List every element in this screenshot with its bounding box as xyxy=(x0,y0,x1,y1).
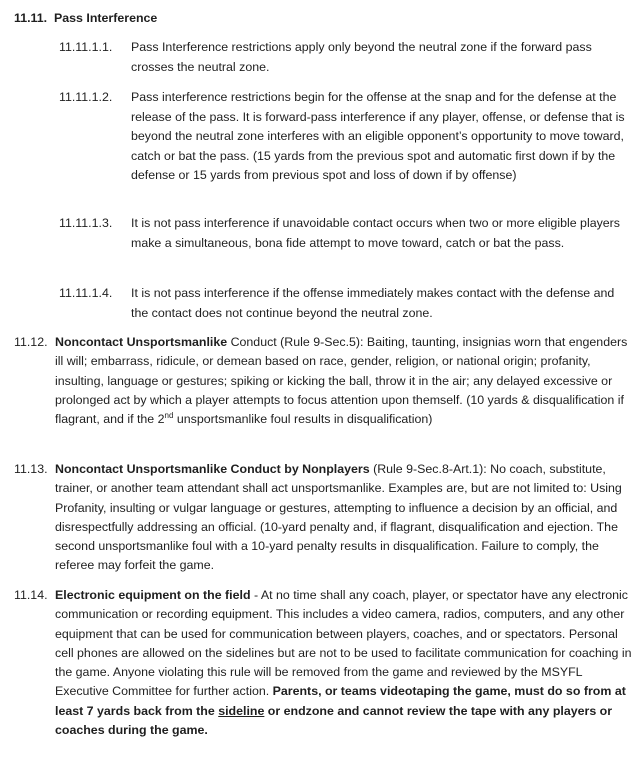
section-11-14 xyxy=(14,586,634,740)
subsection-text: Pass interference restrictions begin for the offense at the snap and for the defense at the release of the pass. It is forward-pass interference if any player, offense, or defense that is beyond the neutral zone interferes with an eligible opponent’s opportunity to move toward, catch or bat the pass. (15 yards from the previous spot and automatic first down if by the defense or 15 yards from previous spot and loss of down if by offense) xyxy=(131,90,625,182)
ordinal-superscript: nd xyxy=(164,411,174,421)
section-number: 11.11. xyxy=(14,11,48,25)
subsection-number: 11.11.1.4. xyxy=(59,286,113,300)
section-text xyxy=(55,586,634,740)
section-title: Pass Interference xyxy=(54,11,158,25)
subsection-number: 11.11.1.2. xyxy=(59,90,113,104)
section-bold-title: Electronic equipment on the field xyxy=(55,588,251,602)
section-bold-title: Noncontact Unsportsmanlike xyxy=(55,335,228,349)
section-text xyxy=(55,333,634,429)
subsection-11-11-1-1 xyxy=(59,38,629,77)
subsection-11-11-1-4 xyxy=(59,284,629,323)
section-body: - At no time shall any coach, player, or spectator have any electronic communication or recording equipment. This includes a video camera, radios, computers, and any other equipment that can be used for communication between players, coaches, and or spectators. Personal cell phones are allowed on the sidelines but are not to be used to facilitate communication for coaching in the game. Anyone violating this rule will be removed from the game and reviewed by the MSYFL Executive Committee for further action. xyxy=(55,588,632,699)
videotaping-rule-text: Parents, or teams videotaping the game, must do so from at least 7 yards back from the xyxy=(55,684,626,718)
videotaping-rule-end: or endzone and cannot review the tape with any players or coaches during the game. xyxy=(55,703,613,738)
subsection-text: Pass Interference restrictions apply only beyond the neutral zone if the forward pass crosses the neutral zone. xyxy=(131,40,592,74)
section-body: (Rule 9-Sec.8-Art.1): No coach, substitute, trainer, or another team attendant shall act unsportsmanlike. Examples are, but are not limited to: Using Profanity, insulting or vulgar language or gestures, attempting to influence a decision by an official, and disrespectfully addressing an official. (10-yard penalty and, if flagrant, disqualification and ejection. The second unsportsmanlike foul with a 10-yard penalty results in disqualification. Failure to comply, the referee may forfeit the game. xyxy=(55,462,622,573)
subsection-text: It is not pass interference if unavoidable contact occurs when two or more eligible players make a simultaneous, bona fide attempt to move toward, catch or bat the pass. xyxy=(131,216,620,250)
subsection-11-11-1-3 xyxy=(59,214,629,253)
subsection-text: It is not pass interference if the offense immediately makes contact with the defense and the contact does not continue beyond the neutral zone. xyxy=(131,286,615,320)
subsection-number: 11.11.1.3. xyxy=(59,216,113,230)
section-bold-title: Noncontact Unsportsmanlike Conduct by Nonplayers xyxy=(55,462,370,476)
section-11-12 xyxy=(14,333,634,429)
section-text xyxy=(55,460,634,576)
section-number: 11.12. xyxy=(14,335,48,349)
section-body-end: unsportsmanlike foul results in disqualification) xyxy=(173,412,433,427)
subsection-number: 11.11.1.1. xyxy=(59,40,113,54)
subsection-11-11-1-2 xyxy=(59,88,629,186)
section-number: 11.13. xyxy=(14,462,48,476)
section-number: 11.14. xyxy=(14,588,48,602)
section-heading xyxy=(14,9,157,28)
section-11-13 xyxy=(14,460,634,576)
section-body: Conduct (Rule 9-Sec.5): Baiting, taunting, insignias worn that engenders ill will; embarrass, ridicule, or demean based on race, gender, religion, or national origin; profanity, insulting, language or gestures; spiking or kicking the ball, throw it in the air; any delayed excessive or prolonged act by which a player attempts to focus attention upon themself. (10 yards & disqualification if flagrant, and if the 2 xyxy=(55,335,628,427)
sideline-underlined: sideline xyxy=(218,703,265,718)
